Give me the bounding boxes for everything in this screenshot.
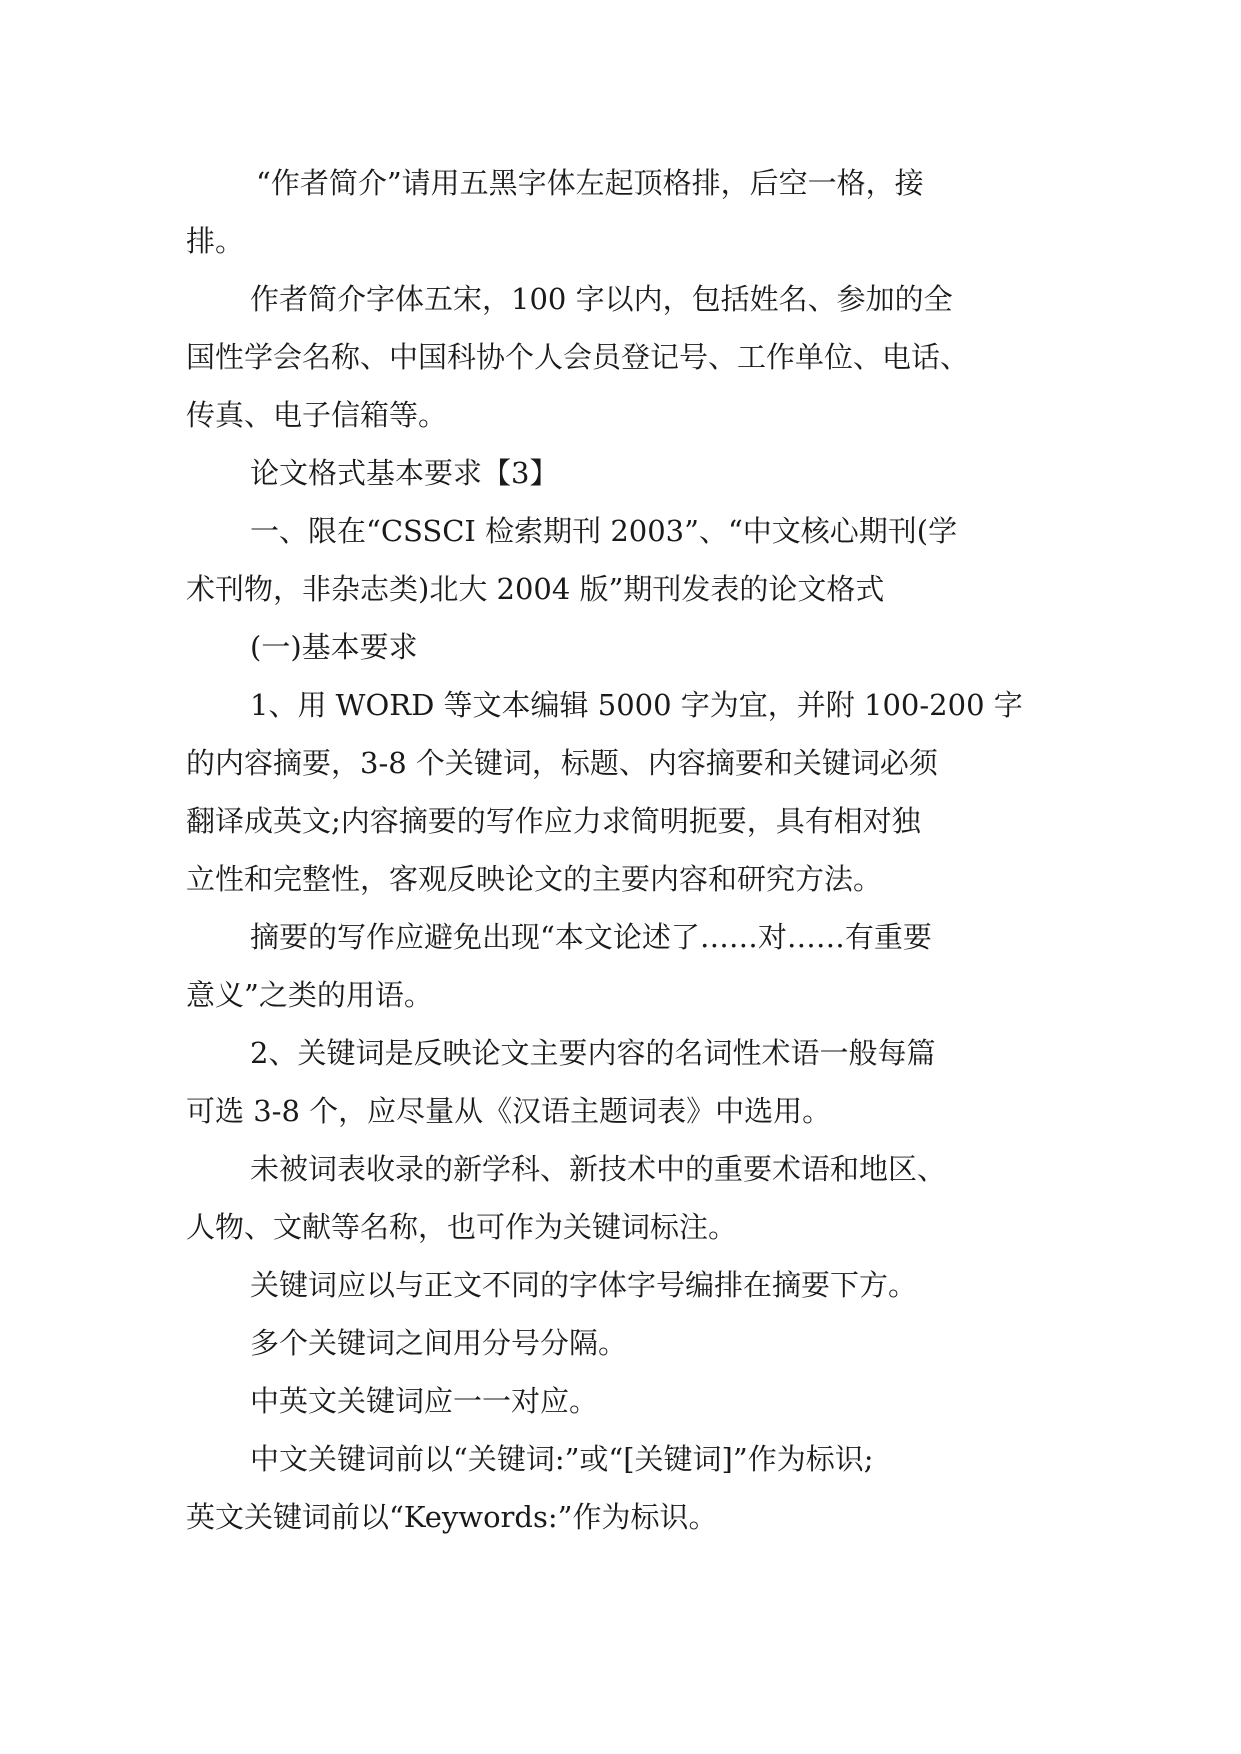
text-line: “作者简介”请用五黑字体左起顶格排，后空一格，接: [256, 166, 924, 200]
text-line: 2、关键词是反映论文主要内容的名词性术语一般每篇: [250, 1036, 936, 1070]
paragraph-keyword-separator: [186, 1314, 1056, 1372]
text-line: 论文格式基本要求【3】: [250, 456, 559, 490]
document-body: [186, 154, 1056, 1546]
text-line: 中文关键词前以“关键词:”或“[关键词]”作为标识;: [250, 1442, 874, 1476]
text-line: 立性和完整性，客观反映论文的主要内容和研究方法。: [186, 862, 883, 896]
text-line: (一)基本要求: [250, 630, 418, 664]
paragraph-author-bio-heading-rule: [186, 154, 1056, 270]
paragraph-keyword-correspondence: [186, 1372, 1056, 1430]
paragraph-item-2: [186, 1024, 1056, 1140]
paragraph-keyword-labels: [186, 1430, 1056, 1546]
text-line: 传真、电子信箱等。: [186, 398, 448, 432]
paragraph-journal-scope: [186, 502, 1056, 618]
text-line: 翻译成英文;内容摘要的写作应力求简明扼要，具有相对独: [186, 804, 921, 838]
subsection-heading: [186, 618, 1056, 676]
text-line: 可选 3-8 个，应尽量从《汉语主题词表》中选用。: [186, 1094, 832, 1128]
paragraph-keyword-placement: [186, 1256, 1056, 1314]
text-line: 中英文关键词应一一对应。: [250, 1384, 599, 1418]
text-line: 作者简介字体五宋，100 字以内，包括姓名、参加的全: [250, 282, 953, 316]
paragraph-new-terms: [186, 1140, 1056, 1256]
text-line: 英文关键词前以“Keywords:”作为标识。: [186, 1500, 718, 1534]
text-line: 摘要的写作应避免出现“本文论述了……对……有重要: [250, 920, 932, 954]
text-line: 未被词表收录的新学科、新技术中的重要术语和地区、: [250, 1152, 947, 1186]
text-line: 术刊物，非杂志类)北大 2004 版”期刊发表的论文格式: [186, 572, 885, 606]
text-line: 意义”之类的用语。: [186, 978, 433, 1012]
text-line: 多个关键词之间用分号分隔。: [250, 1326, 628, 1360]
text-line: 国性学会名称、中国科协个人会员登记号、工作单位、电话、: [186, 340, 970, 374]
paragraph-author-bio-content: [186, 270, 1056, 444]
text-line: 的内容摘要，3-8 个关键词，标题、内容摘要和关键词必须: [186, 746, 938, 780]
text-line: 关键词应以与正文不同的字体字号编排在摘要下方。: [250, 1268, 918, 1302]
paragraph-item-1: [186, 676, 1056, 908]
paragraph-abstract-note: [186, 908, 1056, 1024]
text-line: 一、限在“CSSCI 检索期刊 2003”、“中文核心期刊(学: [250, 514, 958, 548]
section-heading: [186, 444, 1056, 502]
text-line: 1、用 WORD 等文本编辑 5000 字为宜，并附 100-200 字: [250, 688, 1023, 722]
text-line: 人物、文献等名称，也可作为关键词标注。: [186, 1210, 738, 1244]
text-line: 排。: [186, 224, 245, 258]
